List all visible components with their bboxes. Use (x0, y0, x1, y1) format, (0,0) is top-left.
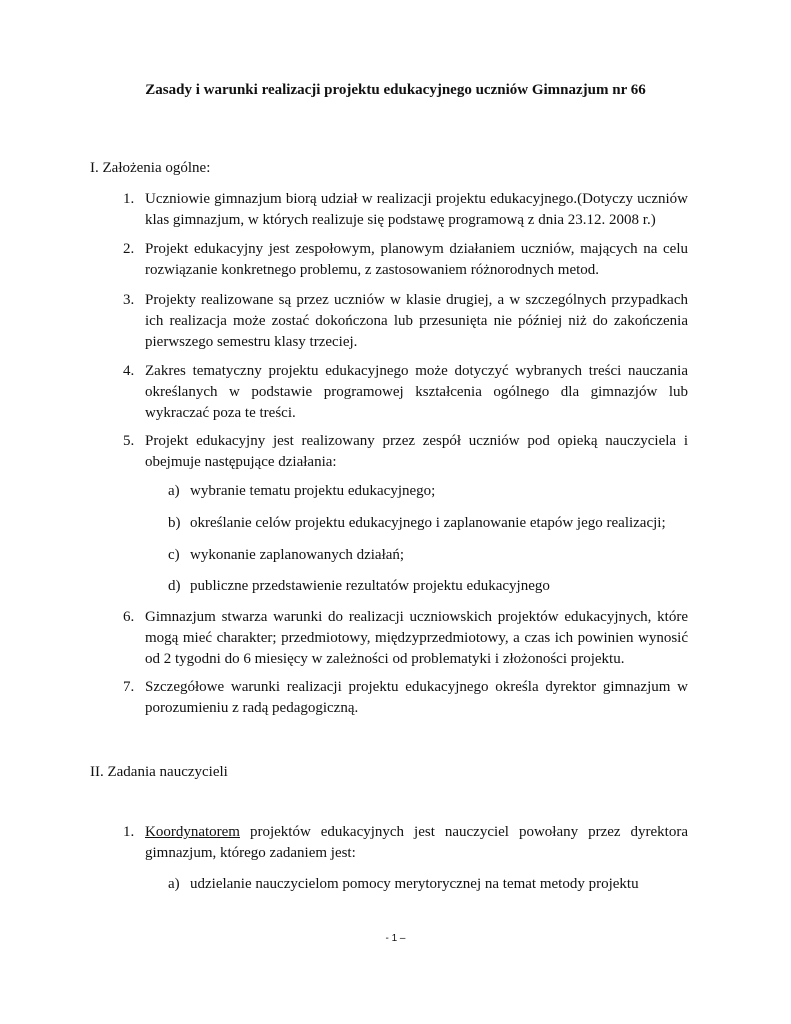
item-text: Projekt edukacyjny jest realizowany przez zespół uczniów pod opieką nauczyciela i obejmuje następujące działania: (145, 433, 688, 470)
sub-item-label: a) (168, 483, 180, 499)
item-text: Zakres tematyczny projektu edukacyjnego może dotyczyć wybranych treści nauczania określanych w podstawie programowej kształcenia ogólnego dla gimnazjów lub wykraczać poza te treści. (145, 363, 688, 421)
sub-item (168, 545, 690, 566)
page-number: - 1 – (385, 933, 406, 944)
item-text: Gimnazjum stwarza warunki do realizacji uczniowskich projektów edukacyjnych, które mogą mieć charakter; przedmiotowy, międzyprzedmiotowy, a czas ich powinien wynosić od 2 tygodni do 6 miesięcy w zależności od problematyki i złożoności projektu. (145, 609, 688, 667)
item-number: 1. (123, 824, 135, 840)
item-number: 7. (123, 679, 135, 695)
item-number: 6. (123, 609, 135, 625)
sub-item-text: publiczne przedstawienie rezultatów projektu edukacyjnego (190, 578, 550, 594)
item-number: 1. (123, 191, 135, 207)
section-1-heading: I. Założenia ogólne: (90, 160, 211, 176)
section-1-item (123, 677, 688, 719)
sub-item-text: wykonanie zaplanowanych działań; (190, 547, 405, 563)
item-text: Uczniowie gimnazjum biorą udział w realizacji projektu edukacyjnego.(Dotyczy uczniów klas gimnazjum, w których realizuje się podstawę programową z dnia 23.12. 2008 r.) (145, 191, 688, 228)
item-number: 5. (123, 433, 135, 449)
sub-item (168, 576, 690, 597)
section-1-item (123, 189, 688, 231)
item-text: Projekt edukacyjny jest zespołowym, planowym działaniem uczniów, mających na celu rozwiązanie konkretnego problemu, z zastosowaniem różnorodnych metod. (145, 241, 688, 278)
sub-item (168, 874, 690, 895)
document-title: Zasady i warunki realizacji projektu edukacyjnego uczniów Gimnazjum nr 66 (145, 82, 646, 98)
item-text: projektów edukacyjnych jest nauczyciel powołany przez dyrektora gimnazjum, którego zadaniem jest: (145, 824, 688, 861)
sub-item-label: a) (168, 876, 180, 892)
item-text: Szczegółowe warunki realizacji projektu edukacyjnego określa dyrektor gimnazjum w porozumieniu z radą pedagogiczną. (145, 679, 688, 716)
section-1-item (123, 607, 688, 670)
section-1-item (123, 239, 688, 281)
sub-item (168, 513, 690, 534)
section-2-heading: II. Zadania nauczycieli (90, 764, 228, 780)
sub-item-text: wybranie tematu projektu edukacyjnego; (190, 483, 436, 499)
section-1-item (123, 431, 688, 473)
item-number: 4. (123, 363, 135, 379)
sub-item-label: c) (168, 547, 180, 563)
sub-item-text: określanie celów projektu edukacyjnego i zaplanowanie etapów jego realizacji; (190, 515, 666, 531)
section-2-item (123, 822, 688, 864)
item-number: 3. (123, 292, 135, 308)
sub-item-label: d) (168, 578, 181, 594)
item-number: 2. (123, 241, 135, 257)
section-1-item (123, 290, 688, 353)
coordinator-term: Koordynatorem (145, 824, 240, 840)
section-1-item (123, 361, 688, 424)
sub-item (168, 481, 690, 502)
sub-item-label: b) (168, 515, 181, 531)
item-text: Projekty realizowane są przez uczniów w klasie drugiej, a w szczególnych przypadkach ich realizacja może zostać dokończona lub przesunięta nie później niż do zakończenia pierwszego semestru klasy trzeciej. (145, 292, 688, 350)
sub-item-text: udzielanie nauczycielom pomocy merytorycznej na temat metody projektu (190, 876, 639, 892)
